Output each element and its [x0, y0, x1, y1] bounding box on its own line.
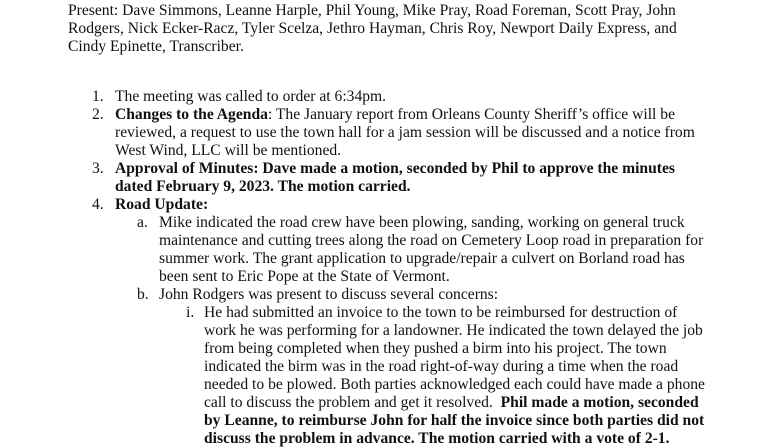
attendance-paragraph: [68, 2, 677, 56]
subsubitem-text: He had submitted an invoice to the town to be reimbursed for destruction of: [204, 304, 678, 321]
attendance-line: Present: Dave Simmons, Leanne Harple, Phil Young, Mike Pray, Road Foreman, Scott Pray, John: [68, 2, 676, 19]
item-number: 2.: [92, 106, 104, 123]
item-number: 3.: [92, 160, 104, 177]
subsubitem-marker: i.: [186, 304, 195, 321]
item-text-bold: Approval of Minutes: Dave made a motion, seconded by Phil to approve the minutes: [115, 160, 675, 177]
item-heading: Road Update:: [115, 196, 209, 213]
subitem-text: been sent to Eric Pope at the State of Vermont.: [159, 268, 450, 285]
subitem-text: summer work. The grant application to upgrade/repair a culvert on Borland road has: [159, 250, 685, 267]
subsubitem-text: indicated the birm was in the road right-of-way during a time when the road: [204, 358, 679, 375]
item-text: West Wind, LLC will be mentioned.: [115, 142, 342, 159]
item-text-bold: dated February 9, 2023. The motion carried.: [115, 178, 411, 195]
subsubitem-text-mixed: [204, 394, 699, 412]
attendance-line: Cindy Epinette, Transcriber.: [68, 38, 244, 55]
motion-text-bold: Phil made a motion, seconded: [500, 394, 699, 411]
subsubitem-text: from being completed when they pushed a birm into his project. The town: [204, 340, 667, 357]
item-text: reviewed, a request to use the town hall for a jam session will be discussed and a notice from: [115, 124, 695, 141]
subsubitem-text: needed to be plowed. Both parties acknowledged each could have made a phone: [204, 376, 705, 393]
item-text-first-line: [115, 106, 675, 124]
item-number: 4.: [92, 196, 104, 213]
subitem-text: Mike indicated the road crew have been plowing, sanding, working on general truck: [159, 214, 685, 231]
subitem-text: John Rodgers was present to discuss several concerns:: [159, 286, 499, 303]
item-heading: Changes to the Agenda: [115, 106, 268, 123]
item-text: : The January report from Orleans County Sheriff’s office will be: [267, 106, 676, 123]
attendance-line: Rodgers, Nick Ecker-Racz, Tyler Scelza, Jethro Hayman, Chris Roy, Newport Daily Express, and: [68, 20, 677, 37]
subitem-marker: a.: [137, 214, 148, 231]
motion-text-bold: by Leanne, to reimburse John for half the invoice since both parties did not: [204, 412, 705, 429]
subsubitem-text: call to discuss the problem and get it resolved.: [204, 394, 501, 411]
subitem-marker: b.: [137, 286, 149, 303]
subitem-text: maintenance and cutting trees along the road on Cemetery Loop road in preparation for: [159, 232, 704, 249]
motion-text-bold: discuss the problem in advance. The motion carried with a vote of 2-1.: [204, 430, 670, 447]
subsubitem-text: work he was performing for a landowner. He indicated the town delayed the job: [204, 322, 703, 339]
item-number: 1.: [92, 88, 104, 105]
item-text: The meeting was called to order at 6:34pm.: [115, 88, 387, 105]
